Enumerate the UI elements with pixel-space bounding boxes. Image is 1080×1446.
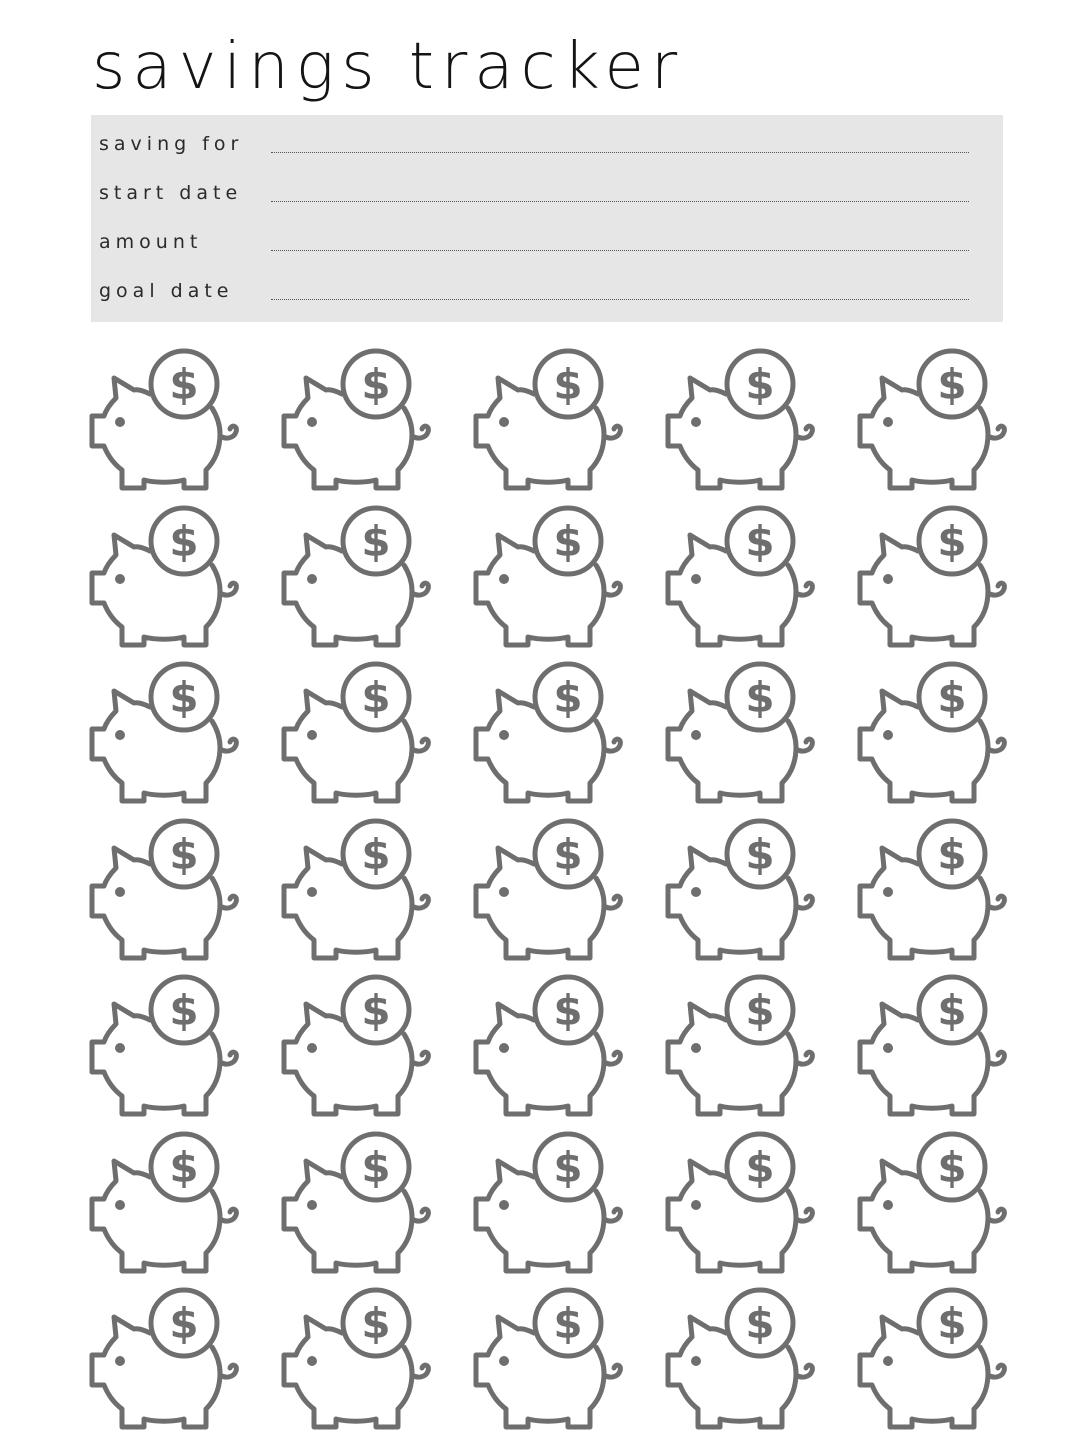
piggy-bank-icon[interactable] bbox=[86, 503, 242, 649]
piggy-bank-icon[interactable] bbox=[854, 1129, 1010, 1275]
svg-text:$: $ bbox=[553, 673, 583, 722]
svg-text:$: $ bbox=[169, 673, 199, 722]
piggy-bank-icon[interactable] bbox=[86, 346, 242, 492]
piggy-bank-icon[interactable] bbox=[278, 346, 434, 492]
piggy-bank-icon[interactable] bbox=[470, 346, 626, 492]
piggy-bank-icon[interactable] bbox=[86, 1285, 242, 1431]
svg-text:$: $ bbox=[745, 673, 775, 722]
svg-text:$: $ bbox=[937, 360, 967, 409]
svg-text:$: $ bbox=[937, 1143, 967, 1192]
piggy-bank-icon[interactable] bbox=[86, 659, 242, 805]
piggy-bank-icon[interactable] bbox=[278, 972, 434, 1118]
piggy-bank-icon[interactable] bbox=[278, 1129, 434, 1275]
piggy-bank-icon[interactable] bbox=[854, 503, 1010, 649]
svg-text:$: $ bbox=[169, 1143, 199, 1192]
field-label: amount bbox=[99, 231, 203, 253]
svg-text:$: $ bbox=[361, 517, 391, 566]
svg-text:$: $ bbox=[553, 986, 583, 1035]
svg-text:$: $ bbox=[745, 830, 775, 879]
piggy-bank-icon[interactable] bbox=[662, 503, 818, 649]
piggy-bank-icon[interactable] bbox=[470, 659, 626, 805]
svg-text:$: $ bbox=[937, 517, 967, 566]
piggy-bank-icon[interactable] bbox=[470, 1285, 626, 1431]
piggy-bank-icon[interactable] bbox=[662, 659, 818, 805]
svg-text:$: $ bbox=[361, 673, 391, 722]
svg-text:$: $ bbox=[745, 986, 775, 1035]
piggy-bank-icon[interactable] bbox=[854, 659, 1010, 805]
svg-text:$: $ bbox=[553, 1299, 583, 1348]
svg-text:$: $ bbox=[553, 360, 583, 409]
svg-text:$: $ bbox=[361, 1143, 391, 1192]
piggy-bank-icon[interactable] bbox=[278, 816, 434, 962]
svg-text:$: $ bbox=[745, 360, 775, 409]
field-label: goal date bbox=[99, 280, 234, 302]
piggy-bank-icon[interactable] bbox=[854, 346, 1010, 492]
piggy-bank-icon[interactable] bbox=[470, 816, 626, 962]
piggy-bank-icon[interactable] bbox=[662, 816, 818, 962]
svg-text:$: $ bbox=[169, 517, 199, 566]
svg-text:$: $ bbox=[553, 830, 583, 879]
svg-text:$: $ bbox=[169, 1299, 199, 1348]
svg-text:$: $ bbox=[169, 830, 199, 879]
piggy-bank-icon[interactable] bbox=[470, 503, 626, 649]
page-title: savings tracker bbox=[92, 30, 685, 104]
svg-text:$: $ bbox=[937, 986, 967, 1035]
piggy-bank-icon[interactable] bbox=[854, 972, 1010, 1118]
piggy-bank-icon[interactable] bbox=[470, 972, 626, 1118]
piggy-bank-icon[interactable] bbox=[470, 1129, 626, 1275]
field-label: start date bbox=[99, 182, 243, 204]
svg-text:$: $ bbox=[937, 1299, 967, 1348]
field-label: saving for bbox=[99, 133, 244, 155]
piggy-bank-icon[interactable] bbox=[278, 659, 434, 805]
piggy-bank-icon[interactable] bbox=[86, 816, 242, 962]
svg-text:$: $ bbox=[937, 673, 967, 722]
piggy-bank-icon[interactable] bbox=[662, 972, 818, 1118]
svg-text:$: $ bbox=[361, 1299, 391, 1348]
svg-text:$: $ bbox=[169, 360, 199, 409]
svg-text:$: $ bbox=[169, 986, 199, 1035]
piggy-bank-icon[interactable] bbox=[854, 816, 1010, 962]
piggy-bank-icon[interactable] bbox=[662, 1129, 818, 1275]
svg-text:$: $ bbox=[361, 830, 391, 879]
svg-text:$: $ bbox=[745, 1143, 775, 1192]
piggy-bank-icon[interactable] bbox=[86, 972, 242, 1118]
svg-text:$: $ bbox=[745, 517, 775, 566]
svg-text:$: $ bbox=[361, 986, 391, 1035]
piggy-bank-icon[interactable] bbox=[662, 1285, 818, 1431]
svg-text:$: $ bbox=[553, 517, 583, 566]
svg-text:$: $ bbox=[361, 360, 391, 409]
piggy-bank-icon[interactable] bbox=[278, 1285, 434, 1431]
piggy-bank-icon[interactable] bbox=[86, 1129, 242, 1275]
piggy-bank-icon[interactable] bbox=[278, 503, 434, 649]
svg-text:$: $ bbox=[745, 1299, 775, 1348]
piggy-bank-icon[interactable] bbox=[854, 1285, 1010, 1431]
piggy-bank-icon[interactable] bbox=[662, 346, 818, 492]
svg-text:$: $ bbox=[553, 1143, 583, 1192]
svg-text:$: $ bbox=[937, 830, 967, 879]
